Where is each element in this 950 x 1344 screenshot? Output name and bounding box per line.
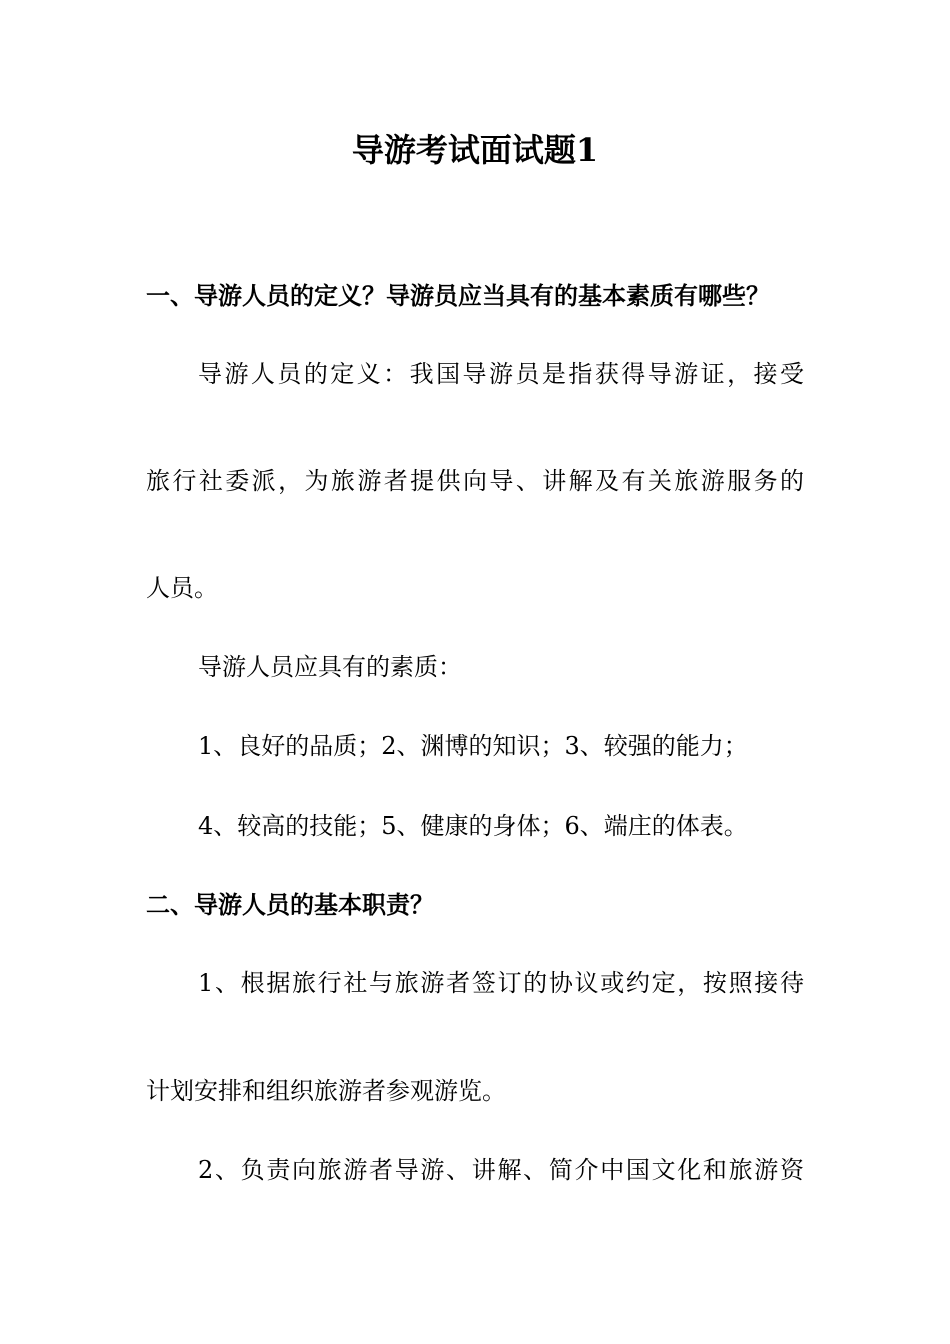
qualities-line-2: 4、较高的技能；5、健康的身体；6、端庄的体表。 (198, 812, 748, 840)
definition-line-1: 导游人员的定义：我国导游员是指获得导游证，接受 (198, 360, 804, 388)
question-1-heading: 一、导游人员的定义？导游员应当具有的基本素质有哪些？ (146, 281, 770, 310)
duty-line-3: 2、负责向旅游者导游、讲解、简介中国文化和旅游资 (198, 1156, 804, 1184)
definition-line-3: 人员。 (146, 574, 218, 602)
document-title: 导游考试面试题1 (351, 131, 599, 169)
duty-line-1: 1、根据旅行社与旅游者签订的协议或约定，按照接待 (198, 969, 804, 997)
question-2-heading: 二、导游人员的基本职责？ (146, 890, 434, 919)
qualities-intro: 导游人员应具有的素质： (198, 653, 462, 681)
duty-line-2: 计划安排和组织旅游者参观游览。 (146, 1077, 506, 1105)
qualities-line-1: 1、良好的品质；2、渊博的知识；3、较强的能力； (198, 732, 748, 760)
definition-line-2: 旅行社委派，为旅游者提供向导、讲解及有关旅游服务的 (146, 467, 804, 495)
